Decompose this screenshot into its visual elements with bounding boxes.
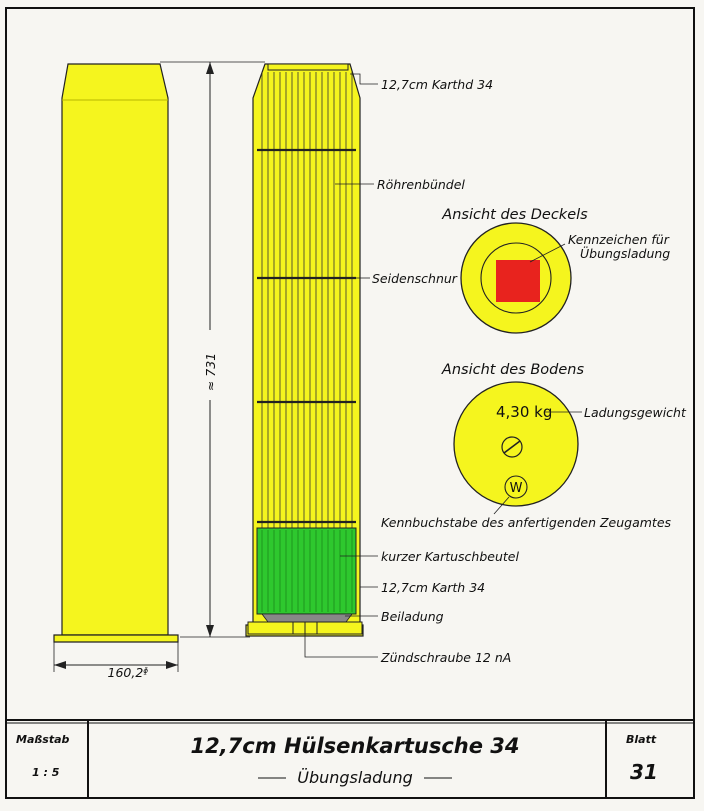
label-karthd: 12,7cm Karthd 34: [381, 77, 494, 92]
label-zuendschraube: Zündschraube 12 nA: [381, 650, 512, 665]
label-roehrenbuendel: Röhrenbündel: [377, 177, 465, 192]
cartridge-section: [246, 64, 363, 636]
label-beiladung: Beiladung: [381, 609, 444, 624]
length-dimension: [160, 62, 265, 637]
diameter-dimension: [54, 642, 178, 680]
label-kurzer-beutel: kurzer Kartuschbeutel: [381, 549, 519, 564]
lid-view: [441, 207, 670, 333]
sheet-label: Blatt: [626, 733, 657, 746]
training-marking-square: [496, 260, 540, 302]
diameter-dimension-text: 160,2ᶲ: [107, 665, 149, 680]
drawing-subtitle: Übungsladung: [297, 768, 413, 787]
case-rim: [54, 635, 178, 642]
sheet-number: 31: [630, 760, 658, 784]
length-dimension-text: ≈ 731: [203, 352, 218, 392]
lid-marking-label-1: Kennzeichen für: [568, 232, 669, 247]
label-karth: 12,7cm Karth 34: [381, 580, 486, 595]
lid-marking-label-2: Übungsladung: [580, 246, 671, 261]
arsenal-letter: W: [509, 481, 523, 496]
base-view: [381, 362, 687, 530]
base-weight-value: 4,30 kg: [496, 403, 553, 421]
section-lid: [268, 64, 348, 70]
short-cartridge-bag: [257, 528, 356, 614]
cartridge-case-exterior: [54, 64, 178, 642]
case-body: [62, 64, 168, 635]
title-block: [6, 720, 694, 798]
lid-view-heading: Ansicht des Deckels: [442, 207, 588, 223]
arsenal-label: Kennbuchstabe des anfertigenden Zeugamtes: [381, 515, 672, 530]
base-weight-label: Ladungsgewicht: [584, 405, 686, 420]
igniter-charge: [262, 614, 352, 622]
label-seidenschnur: Seidenschnur: [372, 271, 457, 286]
scale-value: 1 : 5: [32, 766, 60, 779]
scale-label: Maßstab: [16, 733, 70, 746]
drawing-title: 12,7cm Hülsenkartusche 34: [190, 734, 520, 758]
base-view-heading: Ansicht des Bodens: [441, 362, 585, 378]
